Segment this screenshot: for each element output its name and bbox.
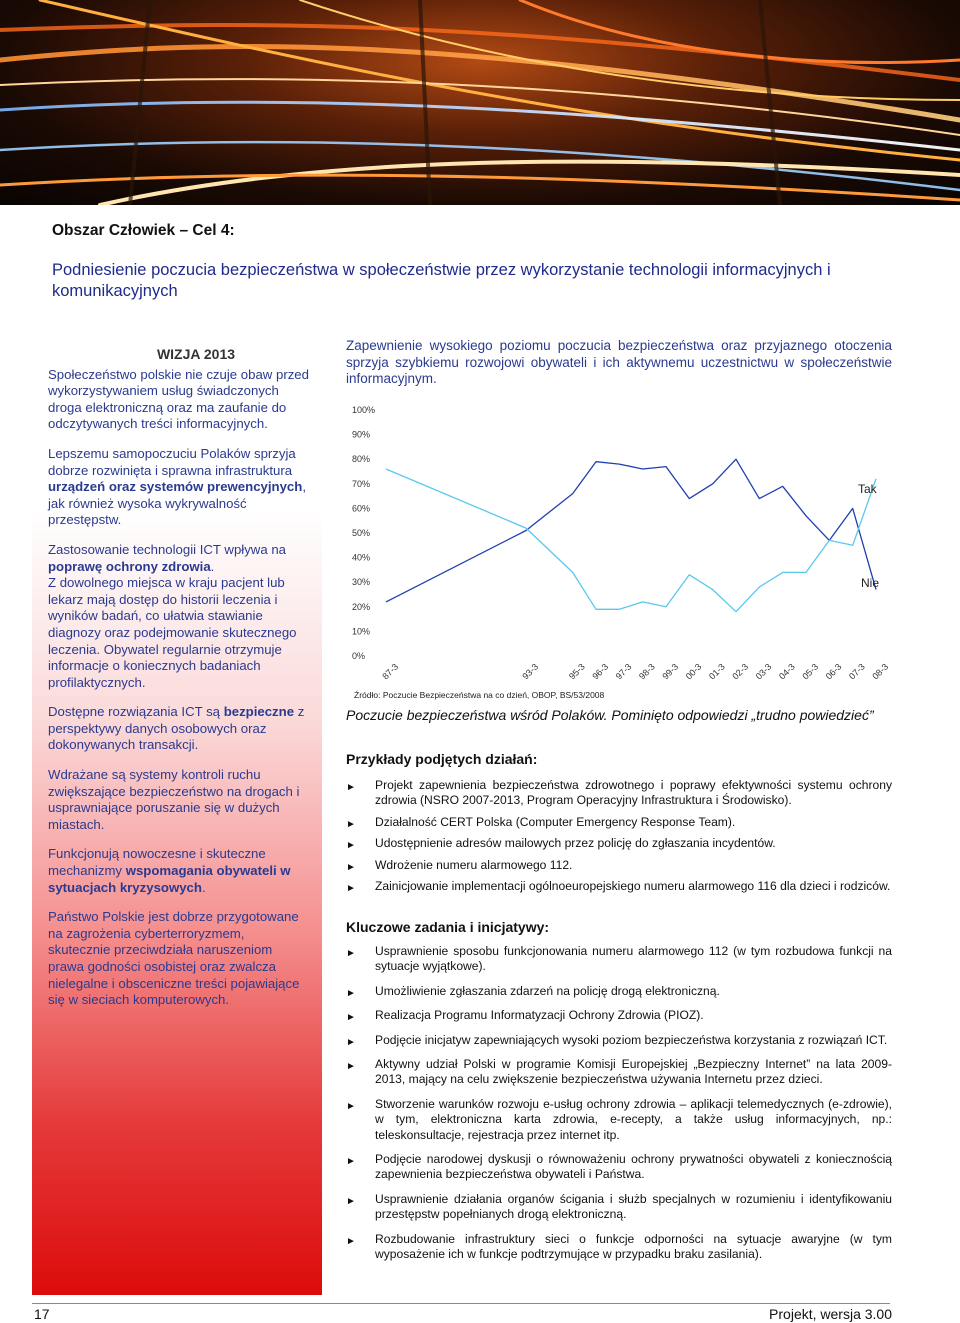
list-item [346,944,892,975]
list-item [346,1057,892,1088]
bold-text: wspomagania obywateli w sytuacjach kryzysowych [48,863,291,895]
list-item [346,836,892,851]
list-item-text: Usprawnienie działania organów ścigania i służb specjalnych w rozumieniu i identyfikowaniu przestępstw popełnianych drogą elektroniczną. [375,1191,892,1222]
list-item [346,815,892,830]
text-span: z perspektywy danych osobowych oraz dokonywanych transakcji. [48,704,305,753]
list-item [346,1152,892,1183]
vision-paragraph: Państwo Polskie jest dobrze przygotowane na zagrożenia cyberterroryzmem, skutecznie przeciwdziała naruszeniom prawa godności osobistej oraz zwalcza nielegalne i obsceniczne treści pojawiające się w sieciach komputerowych. [48,909,300,1008]
list-item-text: Wdrożenie numeru alarmowego 112. [375,857,573,872]
vision-title: WIZJA 2013 [156,346,236,362]
arrow-bullet-icon: ► [346,883,356,895]
arrow-bullet-icon: ► [346,1235,356,1247]
vision-paragraph [48,542,310,575]
y-tick-label: 10% [352,626,371,637]
x-tick-label: 98-3 [637,661,657,682]
list-item [346,858,892,873]
y-tick-label: 90% [352,429,371,440]
series-label-nie: Nie [861,576,880,590]
y-tick-label: 100% [352,405,376,415]
vision-text [48,346,310,1022]
chart-svg [346,394,892,704]
y-tick-label: 60% [352,503,371,514]
text-span: Funkcjonują nowoczesne i skuteczne mechanizmy [48,846,266,879]
list-item [346,984,892,999]
x-tick-label: 01-3 [707,661,727,682]
text-span: . [210,558,215,574]
list-item [346,1192,892,1223]
arrow-bullet-icon: ► [346,1100,356,1112]
bold-text: urządzeń oraz systemów prewencyjnych [48,479,303,495]
chart-source: Źródło: Poczucie Bezpieczeństwa na co dzień, OBOP, BS/53/2008 [354,690,605,700]
series-label-tak: Tak [858,482,877,496]
x-tick-label: 87-3 [380,661,401,682]
examples-heading: Przykłady podjętych działań: [346,751,538,767]
page-number: 17 [34,1306,50,1322]
arrow-bullet-icon: ► [346,1195,356,1207]
text-span: Zastosowanie technologii ICT wpływa na [48,541,286,557]
y-tick-label: 40% [352,552,371,563]
arrow-bullet-icon: ► [346,1012,356,1024]
text-span: , jak również wysoka wykrywalność przestępstw. [48,479,306,528]
y-tick-label: 80% [352,454,371,465]
list-item [346,1033,892,1048]
version-label: Projekt, wersja 3.00 [769,1306,892,1322]
x-tick-label: 00-3 [683,661,704,682]
list-item-text: Umożliwienie zgłaszania zdarzeń na policję drogą elektroniczną. [375,983,720,998]
vision-paragraph [48,846,310,896]
list-item-text: Zainicjowanie implementacji ogólnoeuropejskiego numeru alarmowego 116 dla dzieci i rodziców. [375,879,891,894]
footer-divider [32,1303,890,1304]
x-tick-label: 05-3 [800,661,821,682]
y-tick-label: 20% [352,601,371,612]
key-tasks-list [346,944,892,1272]
x-tick-label: 08-3 [870,661,891,682]
list-item-text: Udostępnienie adresów mailowych przez policję do zgłaszania incydentów. [375,836,776,851]
x-tick-label: 97-3 [613,661,634,682]
arrow-bullet-icon: ► [346,948,356,959]
list-item-text: Aktywny udział Polski w programie Komisji Europejskiej „Bezpieczny Internet” na lata 2009-2013, mający na celu zwiększenie bezpieczeństwa używania Internetu przez dzieci. [375,1057,892,1087]
arrow-bullet-icon: ► [346,818,356,830]
x-tick-label: 02-3 [730,661,751,682]
x-tick-label: 96-3 [590,661,611,682]
list-item [346,1097,892,1143]
x-tick-label: 07-3 [847,661,867,682]
y-tick-label: 0% [352,651,366,661]
arrow-bullet-icon: ► [346,1156,356,1168]
examples-list [346,778,892,900]
text-span: Dostępne rozwiązania ICT są [48,704,224,720]
y-tick-label: 70% [352,478,371,489]
series-line-tak [386,459,876,602]
series-line-nie [386,469,876,612]
vision-paragraph [48,446,310,529]
list-item-text: Podjęcie inicjatyw zapewniających wysoki poziom bezpieczeństwa korzystania z rozwiązań ICT. [375,1032,888,1047]
goal-title: Podniesienie poczucia bezpieczeństwa w społeczeństwie przez wykorzystanie technologii informacyjnych i komunikacyjnych [52,261,831,300]
chart-caption: Poczucie bezpieczeństwa wśród Polaków. Pominięto odpowiedzi „trudno powiedzieć” [346,707,874,723]
key-tasks-heading: Kluczowe zadania i inicjatywy: [346,919,550,935]
vision-sidebar [32,338,322,1295]
intro-paragraph: Zapewnienie wysokiego poziomu poczucia bezpieczeństwa oraz przyjaznego otoczenia sprzyja szybkiemu rozwojowi obywateli i ich aktywnemu uczestnictwu w społeczeństwie informacyjnym. [346,338,892,386]
list-item [346,778,892,809]
y-tick-label: 50% [352,528,371,538]
light-trails-image [0,0,960,205]
x-tick-label: 03-3 [753,661,774,682]
security-chart [346,394,892,704]
arrow-bullet-icon: ► [346,987,356,999]
x-tick-label: 93-3 [520,661,541,682]
header-photo-light-trails [0,0,960,205]
list-item-text: Rozbudowanie infrastruktury sieci o funkcje odporności na sytuacje awaryjne (w tym wyposażenie ich w funkcje podtrzymujące w przypadku braku zasilania). [375,1231,892,1262]
arrow-bullet-icon: ► [346,1036,356,1048]
list-item [346,879,892,894]
arrow-bullet-icon: ► [346,840,356,852]
list-item-text: Stworzenie warunków rozwoju e-usług ochrony zdrowia – aplikacji telemedycznych (e-zdrowie), w tym, elektroniczna karta zdrowia, e-recepty, a także usług informacyjnych, np.: teleskonsultacje, rejestracja przez internet itp. [375,1096,892,1142]
arrow-bullet-icon: ► [346,861,356,873]
x-tick-label: 06-3 [823,661,844,682]
x-tick-label: 99-3 [660,661,681,682]
arrow-bullet-icon: ► [346,1061,356,1073]
list-item-text: Podjęcie narodowej dyskusji o równoważeniu ochrony prywatności obywateli z koniecznością zapewnienia bezpieczeństwa obywateli i Państwa. [375,1152,892,1182]
list-item-text: Realizacja Programu Informatyzacji Ochrony Zdrowia (PIOZ). [375,1008,704,1023]
list-item-text: Projekt zapewnienia bezpieczeństwa zdrowotnego i poprawy efektywności systemu ochrony zdrowia (NSRO 2007-2013, Program Operacyjny Infrastruktura i Środowisko). [375,778,892,808]
text-span: . [201,879,206,895]
vision-paragraph: Z dowolnego miejsca w kraju pacjent lub lekarz mają dostęp do historii leczenia i wyników badań, co ułatwia stawianie diagnozy oraz podejmowanie skutecznego leczenia. Obywatel regularnie otrzymuje informacje o koniecznych badaniach profilaktycznych. [48,575,297,690]
vision-paragraph: Społeczeństwo polskie nie czuje obaw przed wykorzystywaniem usług świadczonych droga elektroniczną oraz ma zaufanie do odczytywanych treści informacyjnych. [48,366,309,432]
y-tick-label: 30% [352,577,371,588]
bold-text: bezpieczne [223,704,295,720]
arrow-bullet-icon: ► [346,782,356,793]
vision-paragraph: Wdrażane są systemy kontroli ruchu zwiększające bezpieczeństwo na drogach i usprawniające poruszanie się w dużych miastach. [48,767,300,832]
vision-paragraph [48,704,310,754]
x-tick-label: 95-3 [567,661,587,682]
x-tick-label: 04-3 [777,661,797,682]
section-label: Obszar Człowiek – Cel 4: [52,222,235,239]
list-item-text: Usprawnienie sposobu funkcjonowania numeru alarmowego 112 (w tym rozbudowa funkcji na sytuacje wyjątkowe). [375,944,892,974]
list-item-text: Działalność CERT Polska (Computer Emergency Response Team). [375,814,736,829]
list-item [346,1232,892,1263]
list-item [346,1008,892,1023]
bold-text: poprawę ochrony zdrowia [48,558,211,574]
text-span: Lepszemu samopoczuciu Polaków sprzyja dobrze rozwinięta i sprawna infrastruktura [48,445,296,478]
